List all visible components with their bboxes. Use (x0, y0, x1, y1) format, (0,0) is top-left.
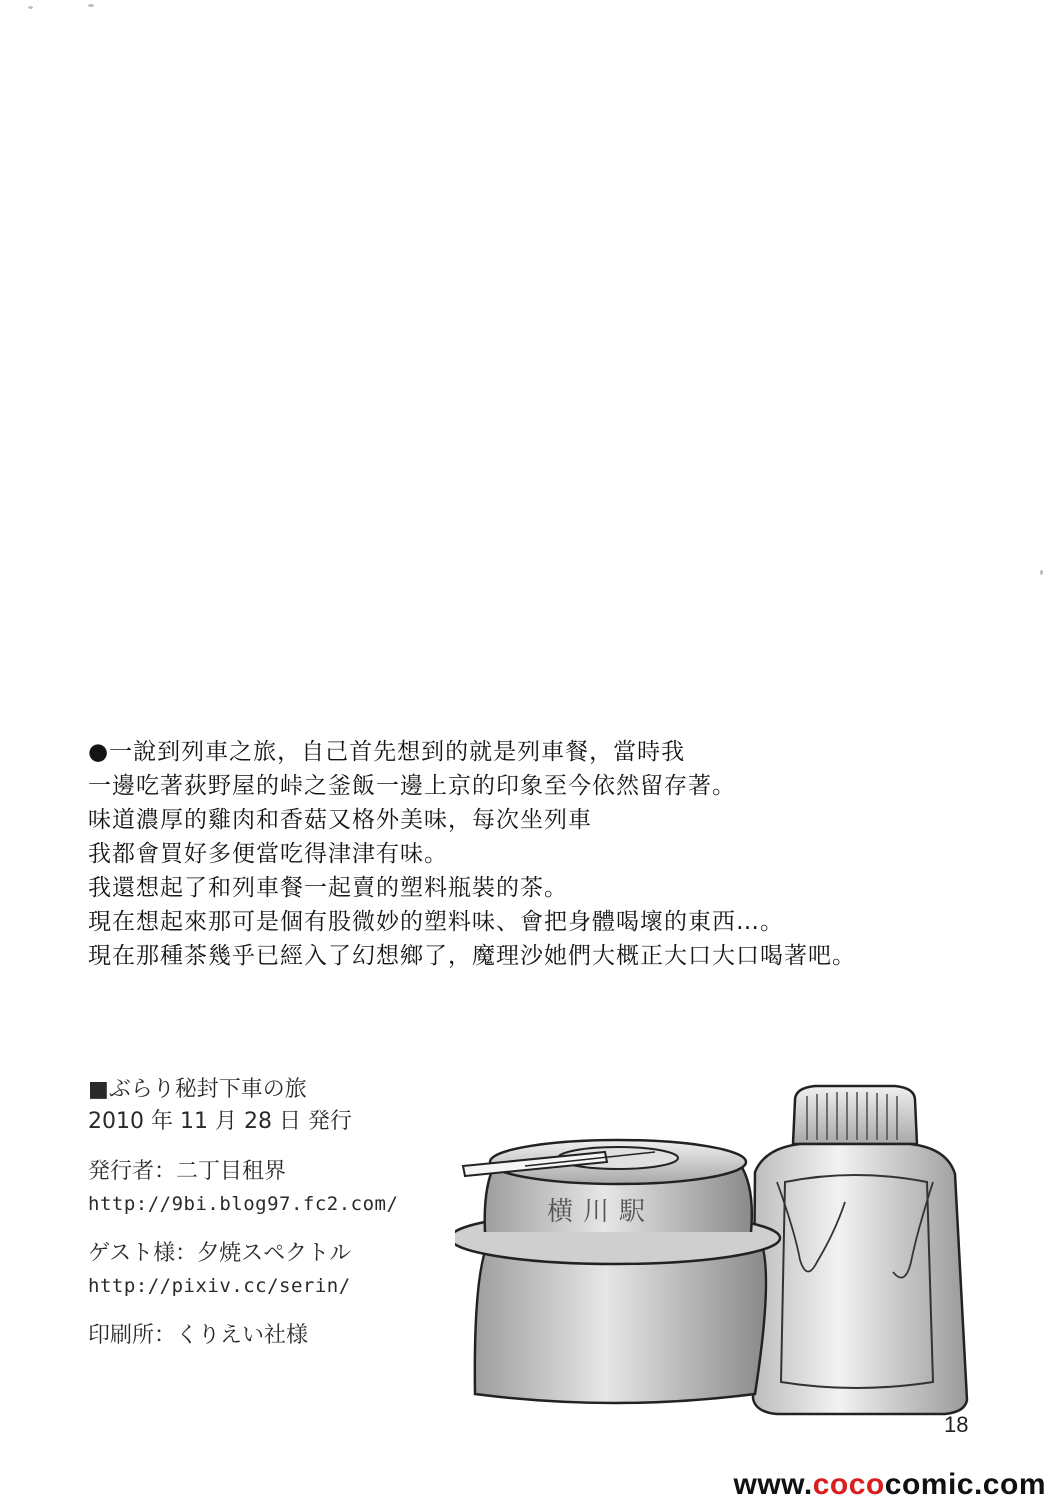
afterword-line: 味道濃厚的雞肉和香菇又格外美味，每次坐列車 (88, 807, 592, 833)
tea-bottle (753, 1086, 967, 1414)
afterword-text (88, 735, 948, 973)
paper-speck (88, 4, 94, 7)
colophon-printer: 印刷所：くりえい社様 (88, 1323, 309, 1348)
guest-url[interactable]: http://pixiv.cc/serin/ (88, 1275, 351, 1297)
colophon-date: 2010 年 11 月 28 日 発行 (88, 1109, 352, 1134)
colophon-title: ■ぶらり秘封下車の旅 (88, 1077, 307, 1102)
pot-label-text: 横川駅 (547, 1197, 656, 1227)
watermark-prefix: www. (733, 1468, 813, 1501)
site-watermark (734, 1468, 1047, 1502)
afterword-line: 現在想起來那可是個有股微妙的塑料味、會把身體喝壞的東西…。 (88, 909, 784, 935)
watermark-accent: coco (812, 1468, 885, 1501)
watermark-suffix: comic.com (884, 1468, 1046, 1501)
afterword-line: 一邊吃著荻野屋的峠之釜飯一邊上京的印象至今依然留存著。 (88, 773, 736, 799)
colophon (88, 1074, 468, 1352)
paper-speck (1040, 570, 1043, 575)
kamameshi-pot-and-tea-bottle-illustration (455, 1082, 995, 1417)
afterword-line: 我還想起了和列車餐一起賣的塑料瓶裝的茶。 (88, 875, 568, 901)
page-number: 18 (944, 1412, 969, 1437)
afterword-line: 現在那種茶幾乎已經入了幻想鄉了，魔理沙她們大概正大口大口喝著吧。 (88, 943, 856, 969)
colophon-guest: ゲスト様：夕焼スペクトル (88, 1241, 352, 1266)
afterword-line: 我都會買好多便當吃得津津有味。 (88, 841, 448, 867)
paper-speck (28, 6, 33, 9)
colophon-publisher: 発行者：二丁目租界 (88, 1159, 287, 1184)
afterword-line: ●一說到列車之旅，自己首先想到的就是列車餐，當時我 (88, 739, 686, 765)
publisher-url[interactable]: http://9bi.blog97.fc2.com/ (88, 1193, 399, 1215)
kamameshi-pot (455, 1140, 780, 1403)
